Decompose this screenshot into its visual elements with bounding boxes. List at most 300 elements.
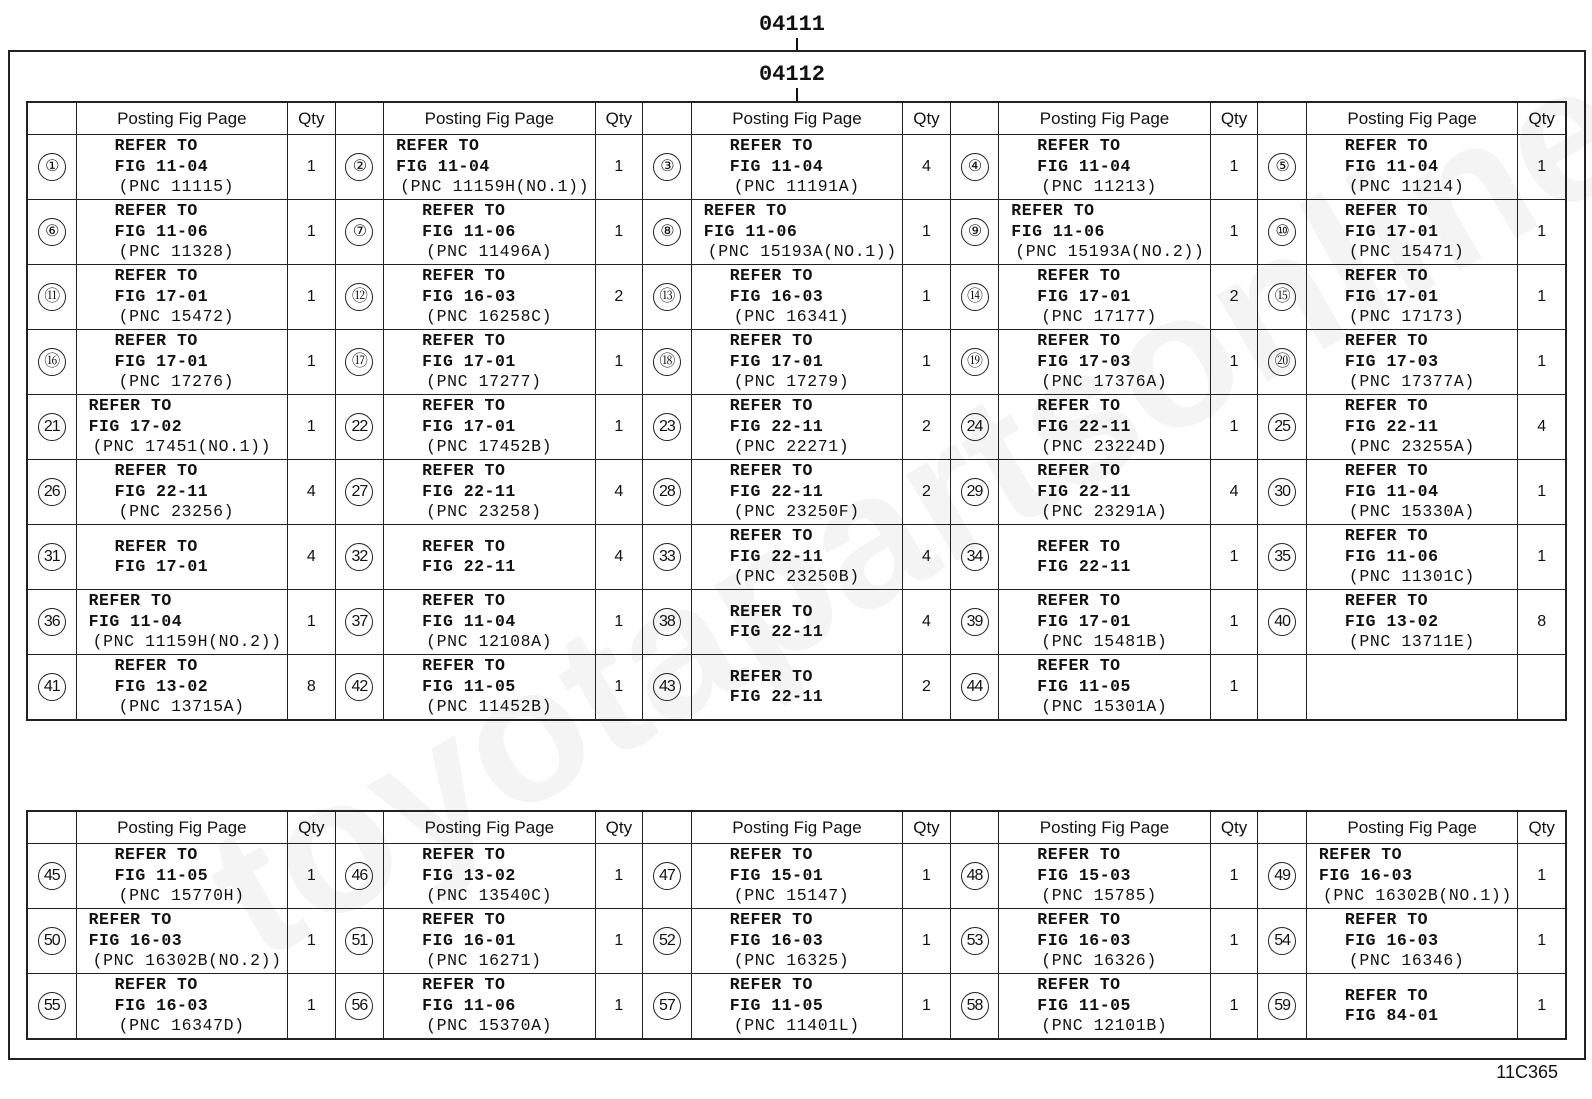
refer-to-label: REFER TO — [114, 266, 198, 286]
item-number-badge: 23 — [653, 413, 681, 441]
posting-fig-page-cell — [1306, 844, 1517, 909]
header-posting-fig-page: Posting Fig Page — [999, 102, 1210, 135]
qty-cell: 2 — [595, 265, 643, 330]
pnc-label: (PNC 17451(NO.1)) — [92, 437, 272, 457]
pnc-label: (PNC 17452B) — [426, 437, 553, 457]
refer-to-label: REFER TO — [729, 601, 813, 621]
item-number-cell — [27, 974, 76, 1040]
fig-page-link[interactable]: FIG 11-05 — [422, 676, 516, 696]
fig-page-link[interactable]: FIG 17-01 — [114, 557, 209, 576]
pnc-label: (PNC 11115) — [118, 177, 235, 197]
fig-reference[interactable] — [77, 910, 287, 972]
fig-page-link[interactable]: FIG 22-11 — [114, 481, 209, 501]
fig-page-link[interactable]: FIG 11-04 — [1037, 156, 1131, 176]
item-number-cell — [950, 655, 999, 721]
fig-page-link[interactable]: FIG 22-11 — [1037, 416, 1131, 436]
fig-page-link[interactable]: FIG 13-02 — [422, 865, 516, 885]
qty-cell: 4 — [903, 590, 951, 655]
header-qty: Qty — [595, 811, 643, 844]
posting-fig-page-cell — [1306, 525, 1517, 590]
fig-reference[interactable] — [1307, 526, 1517, 588]
item-number-badge: ⑩ — [1268, 218, 1296, 246]
assembly-code-inner: 04112 — [758, 62, 825, 87]
posting-fig-page-cell — [76, 460, 287, 525]
fig-page-link[interactable]: FIG 13-02 — [1344, 611, 1439, 631]
fig-reference[interactable] — [384, 331, 594, 393]
table-row — [27, 460, 1566, 525]
qty-cell: 1 — [1210, 909, 1258, 974]
header-posting-fig-page: Posting Fig Page — [999, 811, 1210, 844]
table-row — [27, 974, 1566, 1040]
item-number-badge: 53 — [961, 927, 989, 955]
posting-fig-page-cell — [999, 200, 1210, 265]
item-number-cell — [950, 460, 999, 525]
pnc-label: (PNC 16302B(NO.2)) — [92, 951, 282, 971]
header-posting-fig-page: Posting Fig Page — [691, 811, 902, 844]
posting-fig-page-cell — [999, 974, 1210, 1040]
table-row — [27, 525, 1566, 590]
item-number-cell — [1258, 844, 1307, 909]
item-number-badge: ⑭ — [961, 283, 989, 311]
item-number-cell — [335, 909, 384, 974]
qty-cell: 1 — [288, 590, 336, 655]
refer-to-label: REFER TO — [1344, 136, 1429, 156]
fig-page-link[interactable]: FIG 11-06 — [1344, 546, 1439, 566]
refer-to-label: REFER TO — [1037, 656, 1121, 676]
fig-reference[interactable] — [692, 526, 902, 588]
fig-page-link[interactable]: FIG 17-01 — [729, 351, 824, 371]
fig-page-link[interactable]: FIG 17-01 — [1344, 221, 1439, 241]
fig-reference[interactable] — [384, 656, 594, 718]
refer-to-label: REFER TO — [729, 975, 813, 995]
fig-reference[interactable] — [999, 201, 1209, 263]
item-number-badge: 44 — [961, 673, 989, 701]
qty-cell: 1 — [595, 590, 643, 655]
fig-page-link[interactable]: FIG 16-01 — [422, 930, 516, 950]
refer-to-label: REFER TO — [1344, 910, 1429, 930]
refer-to-label: REFER TO — [114, 136, 198, 156]
fig-page-link[interactable]: FIG 11-04 — [422, 611, 516, 631]
item-number-cell — [1258, 330, 1307, 395]
fig-page-link[interactable]: FIG 22-11 — [1037, 481, 1131, 501]
refer-to-label: REFER TO — [1344, 591, 1429, 611]
posting-fig-page-cell — [384, 844, 595, 909]
pnc-label: (PNC 11301C) — [1348, 567, 1475, 587]
posting-fig-page-cell — [384, 265, 595, 330]
item-number-badge: ① — [38, 153, 66, 181]
fig-reference[interactable] — [692, 201, 902, 263]
fig-reference[interactable] — [999, 910, 1209, 972]
posting-fig-page-cell — [76, 590, 287, 655]
fig-page-link[interactable]: FIG 17-01 — [422, 416, 516, 436]
item-number-badge: 55 — [38, 992, 66, 1020]
fig-page-link[interactable]: FIG 11-05 — [1037, 676, 1131, 696]
fig-page-link[interactable]: FIG 16-03 — [729, 930, 824, 950]
refer-to-label: REFER TO — [1344, 461, 1429, 481]
header-qty: Qty — [1518, 811, 1566, 844]
item-number-badge: 49 — [1268, 862, 1296, 890]
posting-fig-page-cell — [691, 265, 902, 330]
fig-page-link[interactable]: FIG 17-01 — [114, 286, 209, 306]
item-number-badge: 22 — [345, 413, 373, 441]
fig-reference[interactable] — [1307, 461, 1517, 523]
posting-fig-page-cell — [76, 525, 287, 590]
fig-reference[interactable] — [692, 136, 902, 198]
fig-reference[interactable] — [384, 136, 594, 198]
fig-page-link[interactable]: FIG 16-03 — [88, 930, 183, 950]
fig-page-link[interactable]: FIG 11-06 — [114, 221, 209, 241]
posting-fig-page-cell — [999, 525, 1210, 590]
qty-cell: 2 — [903, 395, 951, 460]
fig-reference[interactable] — [77, 201, 287, 263]
fig-page-link[interactable]: FIG 22-11 — [729, 687, 824, 706]
item-number-cell — [335, 200, 384, 265]
pnc-label: (PNC 15785) — [1041, 886, 1157, 906]
posting-fig-page-cell — [691, 844, 902, 909]
item-number-badge: ⑫ — [345, 283, 373, 311]
qty-cell: 1 — [1210, 844, 1258, 909]
parts-table-bottom — [26, 810, 1567, 1040]
fig-reference[interactable] — [77, 136, 287, 198]
posting-fig-page-cell — [999, 330, 1210, 395]
posting-fig-page-cell — [999, 655, 1210, 721]
item-number-cell — [27, 909, 76, 974]
fig-reference[interactable] — [692, 461, 902, 523]
item-number-badge: ⑤ — [1268, 153, 1296, 181]
qty-cell: 1 — [1210, 200, 1258, 265]
item-number-badge: ⑦ — [345, 218, 373, 246]
item-number-cell — [27, 265, 76, 330]
fig-reference[interactable] — [999, 591, 1209, 653]
fig-reference[interactable] — [77, 266, 287, 328]
fig-reference[interactable] — [77, 461, 287, 523]
fig-reference[interactable] — [692, 910, 902, 972]
refer-to-label: REFER TO — [422, 201, 506, 221]
item-number-badge: 57 — [653, 992, 681, 1020]
posting-fig-page-cell — [384, 200, 595, 265]
pnc-label: (PNC 15147) — [733, 886, 850, 906]
fig-reference[interactable] — [692, 266, 902, 328]
pnc-label: (PNC 16326) — [1041, 951, 1157, 971]
item-number-cell — [27, 525, 76, 590]
fig-reference[interactable] — [1307, 136, 1517, 198]
fig-page-link[interactable]: FIG 16-03 — [1344, 930, 1439, 950]
fig-page-link[interactable]: FIG 22-11 — [729, 416, 824, 436]
header-qty: Qty — [903, 811, 951, 844]
item-number-badge: 39 — [961, 608, 989, 636]
posting-fig-page-cell — [691, 460, 902, 525]
posting-fig-page-cell — [384, 974, 595, 1040]
fig-page-link[interactable]: FIG 11-06 — [422, 995, 516, 1015]
item-number-cell — [335, 460, 384, 525]
fig-page-link[interactable]: FIG 17-03 — [1344, 351, 1439, 371]
pnc-label: (PNC 15472) — [118, 307, 235, 327]
fig-reference[interactable] — [77, 396, 287, 458]
header-number-cell — [950, 102, 999, 135]
pnc-label: (PNC 13715A) — [118, 697, 245, 717]
fig-page-link[interactable]: FIG 16-03 — [729, 286, 824, 306]
item-number-badge: ③ — [653, 153, 681, 181]
fig-reference[interactable] — [999, 331, 1209, 393]
posting-fig-page-cell — [384, 909, 595, 974]
fig-page-link[interactable]: FIG 17-01 — [1037, 286, 1131, 306]
refer-to-label: REFER TO — [1037, 396, 1121, 416]
fig-reference[interactable] — [77, 656, 287, 718]
fig-page-link[interactable]: FIG 16-03 — [114, 995, 209, 1015]
item-number-badge: 40 — [1268, 608, 1296, 636]
fig-reference[interactable] — [77, 975, 287, 1037]
fig-page-link[interactable]: FIG 17-02 — [88, 416, 183, 436]
qty-cell: 4 — [288, 460, 336, 525]
posting-fig-page-cell — [1306, 135, 1517, 200]
item-number-badge: 38 — [653, 608, 681, 636]
fig-reference[interactable] — [999, 975, 1209, 1037]
item-number-cell — [27, 330, 76, 395]
qty-cell: 1 — [1210, 525, 1258, 590]
fig-reference[interactable] — [1307, 201, 1517, 263]
fig-reference[interactable] — [1307, 910, 1517, 972]
fig-page-link[interactable]: FIG 22-11 — [1344, 416, 1439, 436]
fig-reference[interactable] — [692, 602, 902, 643]
item-number-badge: ⑥ — [38, 218, 66, 246]
pnc-label: (PNC 15193A(NO.2)) — [1015, 242, 1205, 262]
fig-page-link[interactable]: FIG 17-03 — [1037, 351, 1131, 371]
pnc-label: (PNC 11213) — [1041, 177, 1157, 197]
fig-page-link[interactable]: FIG 13-02 — [114, 676, 209, 696]
fig-page-link[interactable]: FIG 11-06 — [422, 221, 516, 241]
item-number-badge: 34 — [961, 543, 989, 571]
fig-page-link[interactable]: FIG 22-11 — [729, 622, 824, 641]
posting-fig-page-cell — [76, 395, 287, 460]
fig-reference[interactable] — [77, 591, 287, 653]
fig-reference[interactable] — [1307, 986, 1517, 1027]
item-number-badge: 30 — [1268, 478, 1296, 506]
fig-page-link[interactable]: FIG 17-01 — [422, 351, 516, 371]
item-number-cell — [27, 460, 76, 525]
qty-cell: 1 — [1518, 200, 1566, 265]
posting-fig-page-cell — [691, 135, 902, 200]
qty-cell: 1 — [595, 974, 643, 1040]
refer-to-label: REFER TO — [114, 461, 198, 481]
fig-reference[interactable] — [384, 975, 594, 1037]
posting-fig-page-cell — [384, 655, 595, 721]
qty-cell: 2 — [1210, 265, 1258, 330]
fig-page-link[interactable]: FIG 84-01 — [1344, 1006, 1439, 1025]
fig-page-link[interactable]: FIG 17-01 — [1344, 286, 1439, 306]
posting-fig-page-cell — [1306, 460, 1517, 525]
fig-reference[interactable] — [692, 975, 902, 1037]
fig-reference[interactable] — [384, 537, 594, 578]
qty-cell: 1 — [595, 200, 643, 265]
posting-fig-page-cell — [384, 330, 595, 395]
fig-reference[interactable] — [999, 461, 1209, 523]
header-qty: Qty — [1518, 102, 1566, 135]
pnc-label: (PNC 23250F) — [733, 502, 860, 522]
fig-page-link[interactable]: FIG 22-11 — [1037, 557, 1131, 576]
item-number-badge: 25 — [1268, 413, 1296, 441]
fig-reference[interactable] — [692, 667, 902, 708]
fig-page-link[interactable]: FIG 16-03 — [1318, 865, 1413, 885]
qty-cell: 4 — [595, 525, 643, 590]
item-number-cell — [1258, 395, 1307, 460]
posting-fig-page-cell — [384, 395, 595, 460]
refer-to-label: REFER TO — [396, 136, 480, 156]
qty-cell: 1 — [595, 330, 643, 395]
item-number-cell — [27, 590, 76, 655]
pnc-label: (PNC 15481B) — [1041, 632, 1168, 652]
pnc-label: (PNC 11191A) — [733, 177, 860, 197]
item-number-cell — [950, 525, 999, 590]
fig-page-link[interactable]: FIG 11-04 — [1344, 156, 1439, 176]
qty-cell: 1 — [595, 844, 643, 909]
item-number-badge: 24 — [961, 413, 989, 441]
table-row — [27, 330, 1566, 395]
fig-page-link[interactable]: FIG 22-11 — [422, 557, 516, 576]
item-number-cell — [950, 135, 999, 200]
posting-fig-page-cell — [999, 395, 1210, 460]
posting-fig-page-cell — [384, 525, 595, 590]
fig-page-link[interactable]: FIG 11-04 — [88, 611, 183, 631]
fig-reference[interactable] — [384, 910, 594, 972]
refer-to-label: REFER TO — [1037, 266, 1121, 286]
fig-reference[interactable] — [999, 537, 1209, 578]
fig-reference[interactable] — [999, 845, 1209, 907]
header-qty: Qty — [1210, 811, 1258, 844]
fig-page-link[interactable]: FIG 11-04 — [396, 156, 490, 176]
qty-cell: 8 — [288, 655, 336, 721]
qty-cell: 4 — [595, 460, 643, 525]
qty-cell: 1 — [1518, 330, 1566, 395]
pnc-label: (PNC 15471) — [1348, 242, 1465, 262]
fig-page-link[interactable]: FIG 17-01 — [114, 351, 209, 371]
fig-reference[interactable] — [1307, 266, 1517, 328]
fig-page-link[interactable]: FIG 11-05 — [114, 865, 209, 885]
fig-reference[interactable] — [384, 461, 594, 523]
header-posting-fig-page: Posting Fig Page — [76, 102, 287, 135]
fig-reference[interactable] — [692, 845, 902, 907]
fig-page-link[interactable]: FIG 22-11 — [729, 546, 824, 566]
refer-to-label: REFER TO — [1011, 201, 1095, 221]
refer-to-label: REFER TO — [422, 536, 506, 556]
posting-fig-page-cell — [76, 330, 287, 395]
pnc-label: (PNC 23258) — [426, 502, 542, 522]
item-number-badge: ⑪ — [38, 283, 66, 311]
fig-reference[interactable] — [384, 266, 594, 328]
item-number-cell — [950, 974, 999, 1040]
pnc-label: (PNC 11401L) — [733, 1016, 860, 1036]
item-number-badge: 33 — [653, 543, 681, 571]
qty-cell — [1518, 655, 1566, 721]
fig-page-link[interactable]: FIG 11-05 — [1037, 995, 1131, 1015]
fig-page-link[interactable]: FIG 11-06 — [703, 221, 798, 241]
qty-cell: 1 — [1210, 974, 1258, 1040]
fig-reference[interactable] — [999, 136, 1209, 198]
fig-page-link[interactable]: FIG 22-11 — [729, 481, 824, 501]
item-number-cell — [27, 135, 76, 200]
fig-page-link[interactable]: FIG 11-05 — [729, 995, 824, 1015]
qty-cell: 4 — [903, 525, 951, 590]
refer-to-label: REFER TO — [114, 656, 198, 676]
item-number-cell — [27, 200, 76, 265]
item-number-badge: 35 — [1268, 543, 1296, 571]
refer-to-label: REFER TO — [703, 201, 787, 221]
qty-cell: 1 — [288, 265, 336, 330]
fig-page-link[interactable]: FIG 17-01 — [1037, 611, 1131, 631]
header-posting-fig-page: Posting Fig Page — [384, 102, 595, 135]
posting-fig-page-cell — [691, 200, 902, 265]
fig-reference[interactable] — [999, 656, 1209, 718]
fig-page-link[interactable]: FIG 22-11 — [422, 481, 516, 501]
item-number-cell — [335, 974, 384, 1040]
fig-reference[interactable] — [77, 537, 287, 578]
item-number-badge: 50 — [38, 927, 66, 955]
pnc-label: (PNC 23250B) — [733, 567, 860, 587]
fig-page-link[interactable]: FIG 11-04 — [1344, 481, 1439, 501]
fig-reference[interactable] — [692, 396, 902, 458]
qty-cell: 1 — [1210, 590, 1258, 655]
qty-cell: 1 — [1210, 135, 1258, 200]
refer-to-label: REFER TO — [114, 201, 198, 221]
item-number-cell — [27, 655, 76, 721]
posting-fig-page-cell — [691, 525, 902, 590]
posting-fig-page-cell — [76, 909, 287, 974]
fig-page-link[interactable]: FIG 16-03 — [1037, 930, 1131, 950]
qty-cell: 1 — [903, 844, 951, 909]
refer-to-label: REFER TO — [88, 910, 172, 930]
fig-page-link[interactable]: FIG 11-06 — [1011, 221, 1105, 241]
fig-reference[interactable] — [384, 201, 594, 263]
fig-reference[interactable] — [384, 845, 594, 907]
pnc-label: (PNC 11496A) — [426, 242, 553, 262]
fig-page-link[interactable]: FIG 11-04 — [114, 156, 209, 176]
qty-cell: 1 — [288, 395, 336, 460]
fig-reference[interactable] — [999, 266, 1209, 328]
qty-cell: 1 — [595, 655, 643, 721]
refer-to-label: REFER TO — [729, 266, 813, 286]
qty-cell: 1 — [903, 200, 951, 265]
fig-page-link[interactable]: FIG 15-03 — [1037, 865, 1131, 885]
item-number-cell — [27, 395, 76, 460]
item-number-badge: 28 — [653, 478, 681, 506]
pnc-label: (PNC 23291A) — [1041, 502, 1168, 522]
pnc-label: (PNC 17376A) — [1041, 372, 1168, 392]
refer-to-label: REFER TO — [114, 845, 198, 865]
header-number-cell — [27, 102, 76, 135]
fig-reference[interactable] — [384, 591, 594, 653]
posting-fig-page-cell — [1306, 655, 1517, 721]
illustration-code: 11C365 — [1496, 1062, 1558, 1082]
fig-reference[interactable] — [77, 845, 287, 907]
fig-reference[interactable] — [1307, 591, 1517, 653]
fig-reference[interactable] — [999, 396, 1209, 458]
fig-reference[interactable] — [1307, 845, 1517, 907]
fig-reference[interactable] — [77, 331, 287, 393]
pnc-label: (PNC 23255A) — [1348, 437, 1475, 457]
pnc-label: (PNC 11328) — [118, 242, 235, 262]
posting-fig-page-cell — [76, 655, 287, 721]
fig-reference[interactable] — [384, 396, 594, 458]
fig-reference[interactable] — [692, 331, 902, 393]
fig-reference[interactable] — [1307, 396, 1517, 458]
fig-page-link[interactable]: FIG 11-04 — [729, 156, 824, 176]
fig-page-link[interactable]: FIG 16-03 — [422, 286, 516, 306]
pnc-label: (PNC 15370A) — [426, 1016, 553, 1036]
qty-cell: 1 — [1210, 330, 1258, 395]
refer-to-label: REFER TO — [1344, 526, 1429, 546]
fig-reference[interactable] — [1307, 331, 1517, 393]
item-number-cell — [643, 974, 692, 1040]
fig-page-link[interactable]: FIG 15-01 — [729, 865, 824, 885]
